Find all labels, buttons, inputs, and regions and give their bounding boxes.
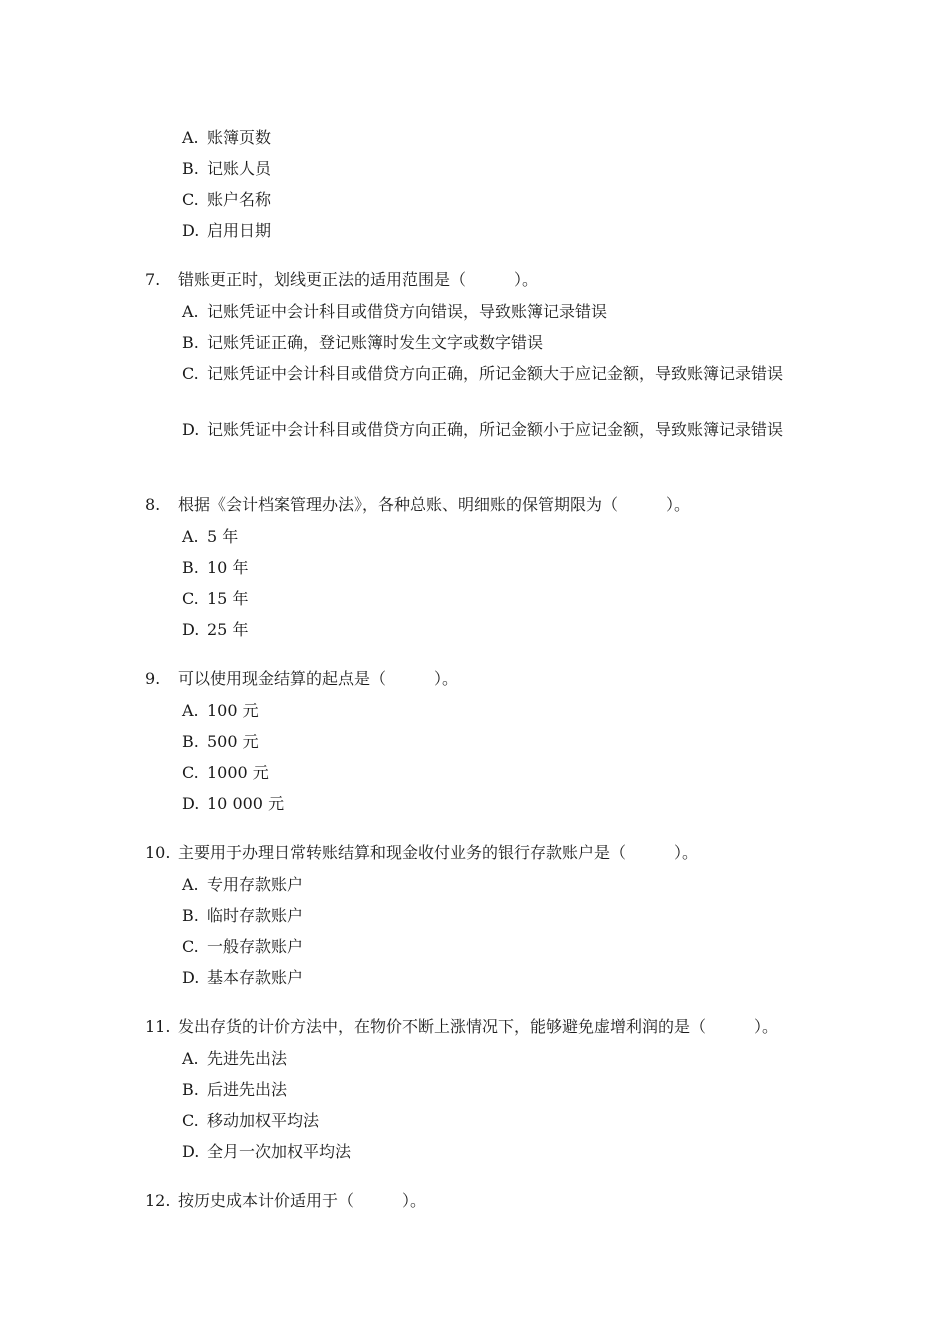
option-c: C. 一般存款账户	[182, 937, 304, 956]
option-a: A. 记账凭证中会计科目或借贷方向错误，导致账簿记录错误	[182, 302, 608, 321]
question-stem: 11. 发出存货的计价方法中，在物价不断上涨情况下，能够避免虚增利润的是（ ）。	[145, 1017, 779, 1036]
option-d: D. 记账凭证中会计科目或借贷方向正确，所记金额小于应记金额，导致账簿记录错误	[182, 420, 784, 439]
option-d: D. 10 000 元	[182, 794, 285, 813]
question-stem: 10. 主要用于办理日常转账结算和现金收付业务的银行存款账户是（ ）。	[145, 843, 699, 862]
option-b: B. 记账人员	[182, 159, 272, 178]
option-b: B. 10 年	[182, 558, 249, 577]
question-stem: 9. 可以使用现金结算的起点是（ ）。	[145, 669, 459, 688]
option-a: A. 账簿页数	[182, 128, 272, 147]
option-a: A. 专用存款账户	[182, 875, 304, 894]
option-a: A. 先进先出法	[182, 1049, 288, 1068]
option-b: B. 500 元	[182, 732, 259, 751]
option-c: C. 移动加权平均法	[182, 1111, 320, 1130]
option-b: B. 临时存款账户	[182, 906, 304, 925]
option-b: B. 记账凭证正确，登记账簿时发生文字或数字错误	[182, 333, 544, 352]
option-c: C. 1000 元	[182, 763, 269, 782]
option-b: B. 后进先出法	[182, 1080, 288, 1099]
option-c: C. 记账凭证中会计科目或借贷方向正确，所记金额大于应记金额，导致账簿记录错误	[182, 364, 784, 383]
option-d: D. 基本存款账户	[182, 968, 304, 987]
option-a: A. 100 元	[182, 701, 259, 720]
option-d: D. 启用日期	[182, 221, 272, 240]
question-stem: 12. 按历史成本计价适用于（ ）。	[145, 1191, 427, 1210]
option-c: C. 账户名称	[182, 190, 272, 209]
question-stem: 8. 根据《会计档案管理办法》，各种总账、明细账的保管期限为（ ）。	[145, 495, 691, 514]
question-stem: 7. 错账更正时，划线更正法的适用范围是（ ）。	[145, 270, 539, 289]
option-d: D. 全月一次加权平均法	[182, 1142, 352, 1161]
option-a: A. 5 年	[182, 527, 239, 546]
option-d: D. 25 年	[182, 620, 249, 639]
option-c: C. 15 年	[182, 589, 249, 608]
